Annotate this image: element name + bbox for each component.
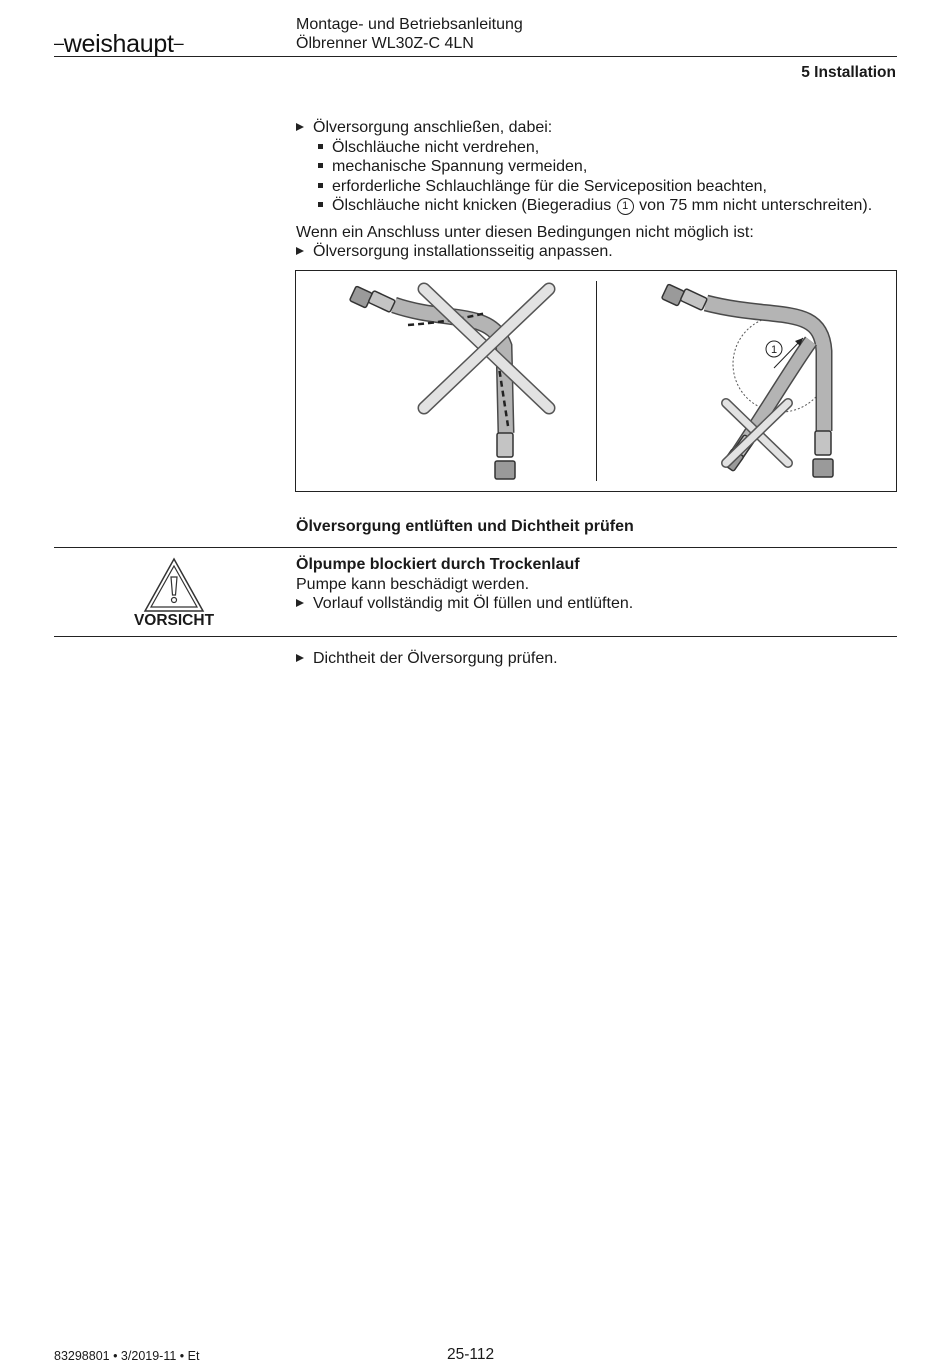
bullet-triangle-icon — [296, 123, 304, 131]
callout-marker-figure: 1 — [770, 344, 778, 356]
footer-doc-number: 83298801 • 3/2019-11 • Et — [54, 1349, 200, 1363]
list-item: Ölschläuche nicht verdrehen, — [296, 138, 872, 158]
hose-installation-figure — [295, 270, 897, 492]
header-divider — [54, 56, 897, 57]
warning-title: Ölpumpe blockiert durch Trockenlauf — [296, 556, 580, 573]
figure-divider — [596, 281, 597, 481]
callout-marker: 1 — [617, 198, 634, 215]
fitting-top-left — [349, 286, 395, 312]
subsection-heading: Ölversorgung entlüften und Dichtheit prüfen — [296, 518, 634, 535]
section-title: 5 Installation — [801, 64, 896, 81]
fitting-top-right — [661, 284, 707, 310]
bullet-triangle-icon — [296, 247, 304, 255]
warning-label: VORSICHT — [133, 612, 215, 629]
warning-action: Vorlauf vollständig mit Öl füllen und entlüften. — [296, 594, 633, 614]
brand-logo: –weishaupt– — [54, 30, 184, 58]
bullet-triangle-icon — [296, 599, 304, 607]
warning-bottom-rule — [54, 636, 897, 637]
bullet-triangle-icon — [296, 654, 304, 662]
warning-text: Pumpe kann beschädigt werden. — [296, 575, 530, 593]
wrong-hose-illustration — [349, 286, 549, 479]
list-item: Ölschläuche nicht knicken (Biegeradius 1 von 75 mm nicht unterschreiten). — [296, 196, 872, 216]
document-title — [296, 15, 523, 53]
fitting-bottom-left — [495, 433, 515, 479]
list-item: mechanische Spannung vermeiden, — [296, 157, 872, 177]
warning-content — [296, 555, 633, 614]
list-item: erforderliche Schlauchlänge für die Serviceposition beachten, — [296, 177, 872, 197]
fitting-bottom-right — [813, 431, 833, 477]
bullet-square-icon — [318, 163, 323, 168]
document-title-line1: Montage- und Betriebsanleitung — [296, 16, 523, 33]
warning-triangle-icon — [143, 557, 205, 613]
footer-page-number: 25-112 — [447, 1346, 495, 1363]
check-instruction: Dichtheit der Ölversorgung prüfen. — [296, 649, 558, 669]
bullet-square-icon — [318, 202, 323, 207]
document-title-line2: Ölbrenner WL30Z-C 4LN — [296, 35, 474, 52]
brand-name: weishaupt — [63, 30, 174, 58]
condition-text: Wenn ein Anschluss unter diesen Bedingungen nicht möglich ist: — [296, 223, 754, 241]
bullet-square-icon — [318, 183, 323, 188]
instruction-block — [296, 118, 872, 262]
instruction-adapt: Ölversorgung installationsseitig anpassen. — [296, 242, 872, 262]
instruction-main: Ölversorgung anschließen, dabei: — [296, 118, 872, 138]
bullet-square-icon — [318, 144, 323, 149]
correct-hose-illustration — [661, 284, 833, 477]
warning-top-rule — [54, 547, 897, 548]
cross-out-mark — [424, 289, 549, 408]
